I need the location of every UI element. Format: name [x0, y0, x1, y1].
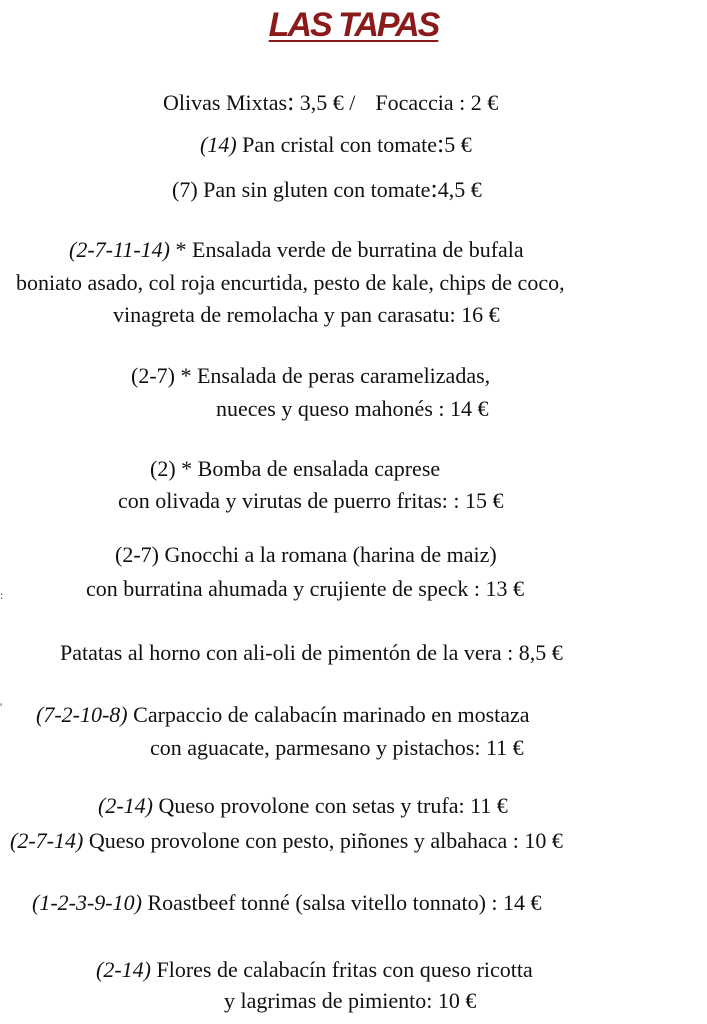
price-separator: : [287, 87, 295, 116]
item-price: 3,5 € / [294, 90, 356, 115]
menu-item-pan-sin-gluten [172, 176, 482, 203]
menu-item-pan-cristal [200, 131, 472, 158]
menu-item-roastbeef [32, 890, 542, 916]
item-name: Flores de calabacín fritas con queso ricotta [150, 957, 533, 982]
item-price: 4,5 € [437, 177, 482, 202]
menu-item-carpaccio-line2: con aguacate, parmesano y pistachos: 11 € [150, 735, 524, 760]
menu-item-ensalada-verde-line1 [69, 237, 524, 263]
menu-item-gnocchi-line2: con burratina ahumada y crujiente de speck : 13 € [86, 576, 525, 601]
menu-item-gnocchi-line1: (2-7) Gnocchi a la romana (harina de maiz) [115, 542, 497, 567]
menu-item-bomba-line1: (2) * Bomba de ensalada caprese [150, 456, 441, 481]
item-name: Olivas Mixtas [163, 90, 288, 115]
price-separator: : [437, 129, 445, 158]
item-name: Queso provolone con setas y trufa: 11 € [152, 793, 508, 818]
margin-mark: : [0, 588, 4, 602]
item-name: Queso provolone con pesto, piñones y albahaca : 10 € [83, 828, 563, 853]
menu-item-ensalada-peras-line2: nueces y queso mahonés : 14 € [216, 396, 489, 421]
menu-item-flores-line1 [96, 957, 533, 983]
menu-item-olivas [163, 89, 498, 116]
allergen-codes: (2-7-14) [10, 828, 84, 853]
menu-item-bomba-line2: con olivada y virutas de puerro fritas: : 15 € [118, 488, 504, 513]
price-separator: : [430, 174, 438, 203]
item-name-focaccia: Focaccia : 2 € [375, 90, 499, 115]
menu-item-ensalada-peras-line1: (2-7) * Ensalada de peras caramelizadas, [131, 363, 491, 388]
allergen-codes: (2-14) [98, 793, 153, 818]
allergen-codes: (2-14) [96, 957, 151, 982]
allergen-codes: (1-2-3-9-10) [32, 890, 142, 915]
item-name: Pan cristal con tomate [236, 132, 438, 157]
item-name: Roastbeef tonné (salsa vitello tonnato) : 14 € [141, 890, 542, 915]
item-name: Carpaccio de calabacín marinado en mostaza [127, 702, 530, 727]
menu-item-provolone-setas [98, 793, 508, 819]
allergen-codes: (14) [200, 132, 237, 157]
item-name: * Ensalada verde de burratina de bufala [170, 237, 524, 262]
margin-mark: ' [0, 700, 3, 714]
menu-item-provolone-pesto [10, 828, 563, 854]
menu-item-ensalada-verde-line2: boniato asado, col roja encurtida, pesto de kale, chips de coco, [16, 270, 565, 295]
item-price: 5 € [444, 132, 472, 157]
menu-item-carpaccio-line1 [36, 702, 530, 728]
menu-title: LAS TAPAS [268, 6, 439, 44]
menu-item-ensalada-verde-line3: vinagreta de remolacha y pan carasatu: 16 € [113, 302, 500, 327]
menu-item-patatas: Patatas al horno con ali-oli de pimentón de la vera : 8,5 € [60, 640, 563, 665]
allergen-codes: (2-7-11-14) [69, 237, 170, 262]
allergen-codes: (7) [172, 177, 198, 202]
item-name: Pan sin gluten con tomate [197, 177, 431, 202]
allergen-codes: (7-2-10-8) [36, 702, 128, 727]
menu-item-flores-line2: y lagrimas de pimiento: 10 € [224, 988, 477, 1013]
